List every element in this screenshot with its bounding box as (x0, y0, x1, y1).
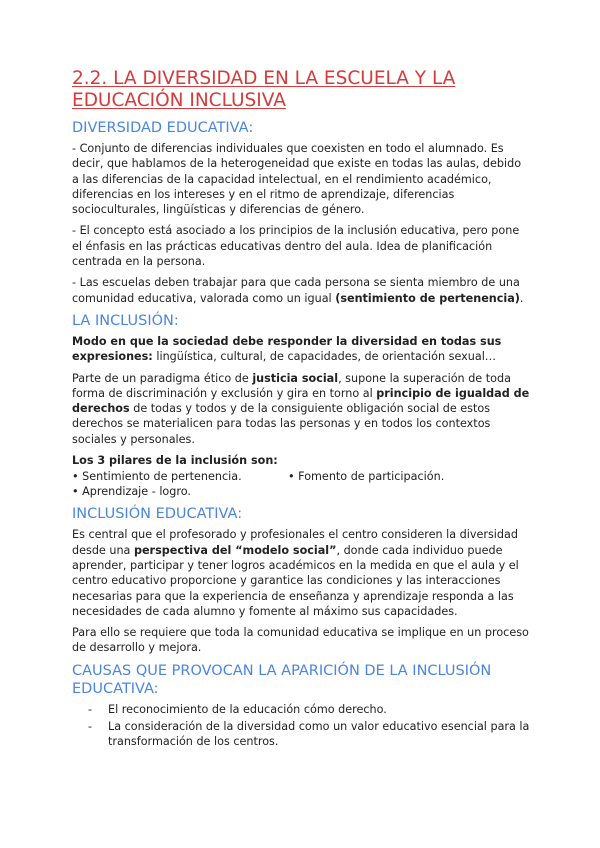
page-title: 2.2. LA DIVERSIDAD EN LA ESCUELA Y LA EDUCACIÓN INCLUSIVA (72, 68, 456, 111)
paragraph-inclusion-educativa-2: Para ello se requiere que toda la comunidad educativa se implique en un proceso de desarrollo y mejora. (72, 626, 529, 655)
list-item-text: El reconocimiento de la educación cómo derecho. (108, 702, 387, 716)
pillar-item: • Fomento de participación. (288, 470, 445, 484)
text-segment: , donde cada individuo puede aprender, participar y tener logros académicos en la medida en que el aula y el centro educativo proporcione y garantice las condiciones y las interacciones necesarias para que la experiencia de enseñanza y aprendizaje responda a las necesidades de cada alumno y fomente al máximo sus capacidades. (72, 543, 519, 618)
pillars-column-left (72, 470, 288, 499)
text-segment: , supone la superación de toda forma de discriminación y exclusión y gira en torno al (72, 371, 511, 400)
dash-marker: - (88, 720, 93, 734)
pillars-column-right (288, 470, 530, 499)
bold-text: principio de igualdad de derechos (72, 386, 530, 416)
pillars-title (72, 453, 530, 468)
bold-text: perspectiva del “modelo social” (133, 543, 337, 557)
paragraph-diversidad-3 (72, 275, 530, 306)
paragraph-diversidad-1: - Conjunto de diferencias individuales que coexisten en todo el alumnado. Es decir, que hablamos de la heterogeneidad que existe en todas las aulas, debido a las diferencias de la capacidad intelectual, en el rendimiento académico, diferencias en los intereses y en el ritmo de aprendizaje, diferencias socioculturales, lingüísticas y diferencias de género. (72, 142, 522, 217)
dash-marker: - (88, 702, 93, 716)
causas-list (72, 702, 530, 750)
list-item (72, 719, 530, 750)
list-item-text: La consideración de la diversidad como un valor educativo esencial para la transformación de los centros. (108, 720, 530, 749)
pillars-list (72, 470, 530, 499)
paragraph-inclusion-2 (72, 371, 530, 447)
pillar-item: • Aprendizaje - logro. (72, 484, 191, 498)
heading-la-inclusion: LA INCLUSIÓN: (72, 312, 179, 329)
bold-text: justicia social (252, 371, 339, 385)
paragraph-diversidad-2: - El concepto está asociado a los principios de la inclusión educativa, pero pone el énfasis en las prácticas educativas dentro del aula. Idea de planificación centrada en la persona. (72, 224, 520, 269)
heading-diversidad-educativa: DIVERSIDAD EDUCATIVA: (72, 120, 254, 136)
paragraph-inclusion-1 (72, 334, 530, 365)
text-segment: lingüística, cultural, de capacidades, de orientación sexual… (152, 350, 496, 364)
text-segment: Parte de un paradigma ético de (72, 371, 253, 385)
text-segment: - Las escuelas deben trabajar para que cada persona se sienta miembro de una comunidad educativa, valorada como un igual (72, 276, 520, 305)
heading-inclusion-educativa: INCLUSIÓN EDUCATIVA: (72, 506, 243, 523)
bold-text: Los 3 pilares de la inclusión son: (72, 454, 278, 468)
bold-text: (sentimiento de pertenencia) (335, 291, 520, 305)
text-segment: . (519, 291, 524, 305)
heading-causas: CAUSAS QUE PROVOCAN LA APARICIÓN DE LA INCLUSIÓN EDUCATIVA: (72, 662, 492, 697)
list-item (72, 702, 530, 717)
paragraph-inclusion-educativa-1 (72, 527, 530, 619)
pillar-item: • Sentimiento de pertenencia. (72, 470, 242, 484)
text-segment: Es central que el profesorado y profesionales el centro consideren la diversidad desde una (72, 528, 518, 557)
text-segment: de todas y todos y de la consiguiente obligación social de estos derechos se materialicen para todas las personas y en todos los contextos sociales y personales. (72, 402, 491, 446)
bold-text: Modo en que la sociedad debe responder la diversidad en todas sus expresiones: (72, 334, 502, 364)
